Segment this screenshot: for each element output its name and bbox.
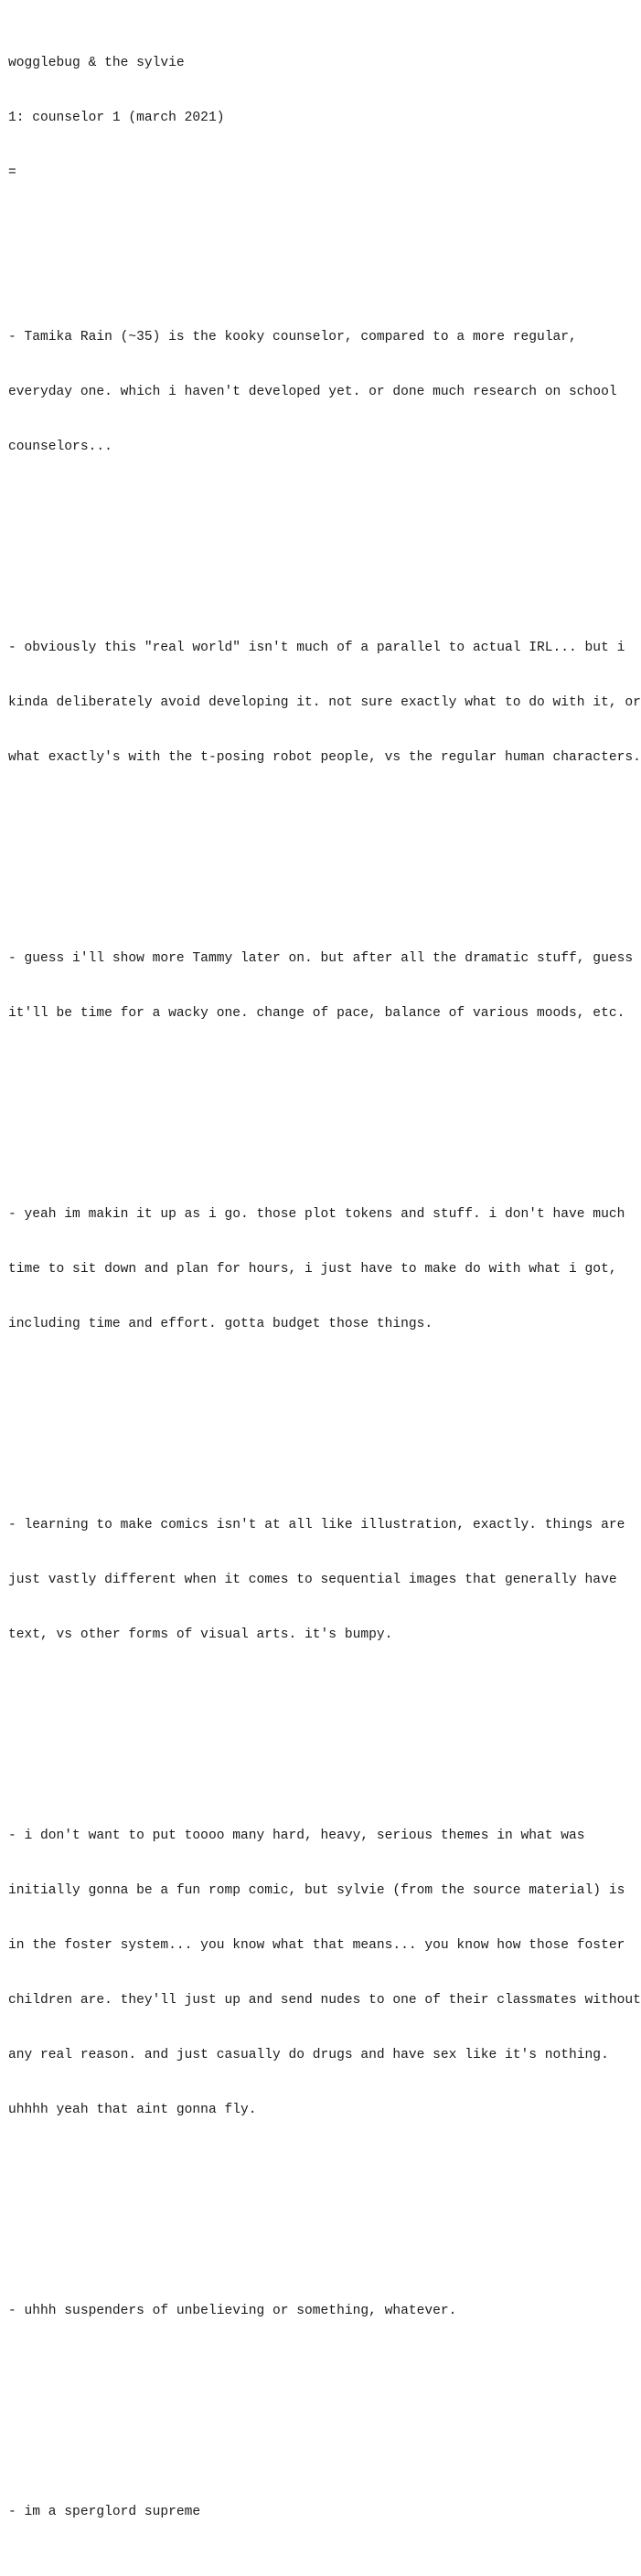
note-line: - guess i'll show more Tammy later on. but after all the dramatic stuff, guess bbox=[8, 951, 634, 966]
note-paragraph bbox=[8, 1790, 641, 2156]
note-line: - i don't want to put toooo many hard, heavy, serious themes in what was bbox=[8, 1829, 585, 1843]
note-line: time to sit down and plan for hours, i just have to make do with what i got, bbox=[8, 1262, 617, 1277]
note-paragraph bbox=[8, 1169, 625, 1370]
note-line: in the foster system... you know what that means... you know how those foster bbox=[8, 1938, 625, 1953]
note-line: everyday one. which i haven't developed yet. or done much research on school bbox=[8, 385, 617, 399]
note-line: - Tamika Rain (~35) is the kooky counselor, compared to a more regular, bbox=[8, 330, 577, 345]
note-paragraph bbox=[8, 913, 634, 1059]
note-line: - yeah im makin it up as i go. those plot tokens and stuff. i don't have much bbox=[8, 1207, 625, 1222]
note-line: initially gonna be a fun romp comic, but sylvie (from the source material) is bbox=[8, 1883, 625, 1898]
episode-heading: 1: counselor 1 (march 2021) bbox=[8, 111, 225, 125]
note-line: - learning to make comics isn't at all like illustration, exactly. things are bbox=[8, 1518, 625, 1532]
spacer bbox=[8, 1717, 579, 1735]
note-line: what exactly's with the t-posing robot people, vs the regular human characters. bbox=[8, 750, 641, 765]
note-line: just vastly different when it comes to sequential images that generally have bbox=[8, 1573, 617, 1587]
note-line: text, vs other forms of visual arts. it's bumpy. bbox=[8, 1627, 393, 1642]
note-paragraph bbox=[8, 1479, 625, 1680]
note-line: - im a sperglord supreme bbox=[8, 2505, 201, 2519]
spacer bbox=[8, 2393, 579, 2412]
note-line: kinda deliberately avoid developing it. not sure exactly what to do with it, or bbox=[8, 695, 641, 710]
note-paragraph bbox=[8, 292, 617, 493]
document-title: wogglebug & the sylvie bbox=[8, 56, 185, 70]
spacer bbox=[8, 2192, 579, 2210]
spacer bbox=[8, 529, 579, 547]
note-line: counselors... bbox=[8, 440, 112, 454]
spacer bbox=[8, 1406, 579, 1425]
spacer bbox=[8, 1096, 579, 1114]
note-paragraph bbox=[8, 602, 641, 803]
note-line: it'll be time for a wacky one. change of pace, balance of various moods, etc. bbox=[8, 1006, 625, 1021]
spacer bbox=[8, 840, 579, 858]
note-line: - uhhh suspenders of unbelieving or something, whatever. bbox=[8, 2304, 457, 2318]
heading-divider: = bbox=[8, 165, 16, 180]
note-paragraph bbox=[8, 2265, 579, 2357]
note-paragraph bbox=[8, 2466, 579, 2558]
note-line: including time and effort. gotta budget those things. bbox=[8, 1317, 433, 1331]
spacer bbox=[8, 218, 579, 237]
note-line: children are. they'll just up and send nudes to one of their classmates without bbox=[8, 1993, 641, 2008]
note-line: uhhhh yeah that aint gonna fly. bbox=[8, 2103, 257, 2117]
note-line: any real reason. and just casually do drugs and have sex like it's nothing. bbox=[8, 2048, 609, 2062]
note-line: - obviously this "real world" isn't much of a parallel to actual IRL... but i bbox=[8, 641, 625, 655]
